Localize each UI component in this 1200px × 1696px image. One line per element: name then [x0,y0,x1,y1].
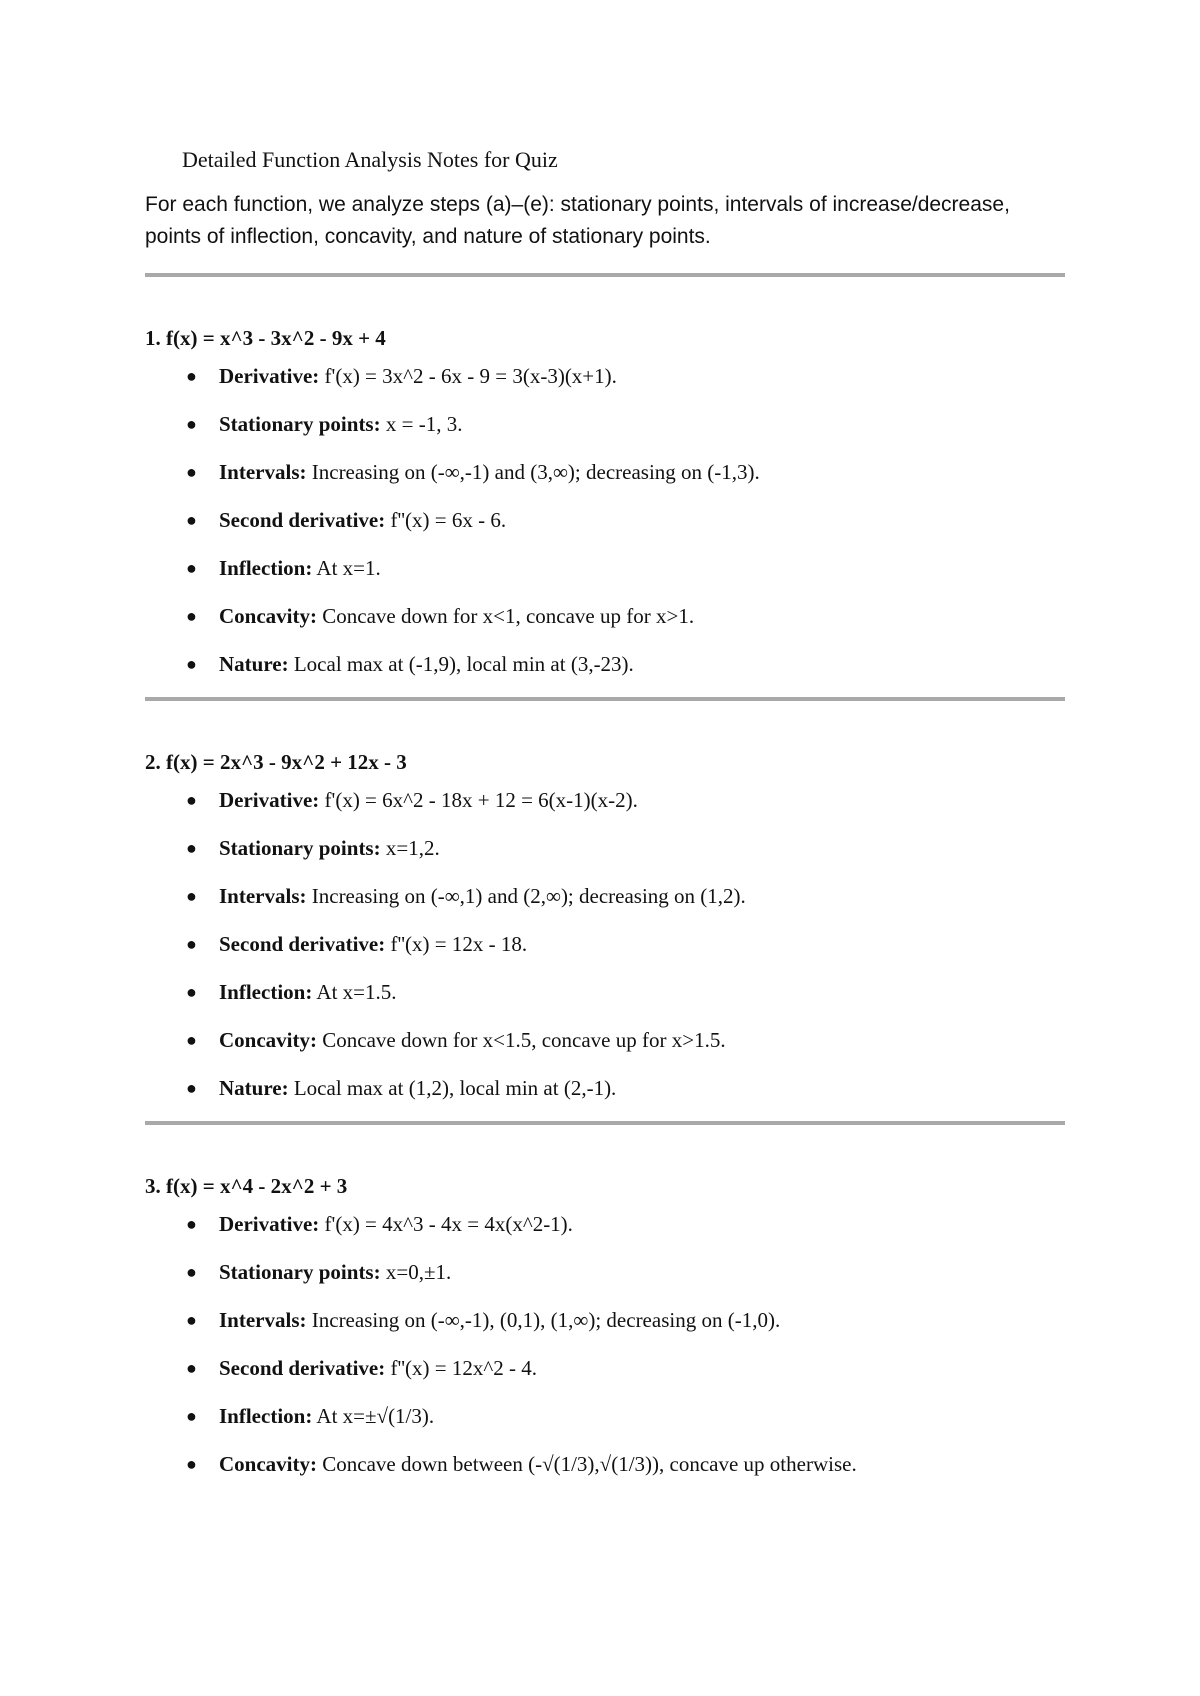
item-label: Second derivative: [219,932,386,956]
section-heading: 3. f(x) = x^4 - 2x^2 + 3 [145,1174,348,1198]
intro-paragraph: For each function, we analyze steps (a)–(e): stationary points, intervals of increase/decrease, points of inflection, concavity, and nature of stationary points. [145,193,1010,248]
item-label: Stationary points: [219,1260,381,1284]
item-label: Nature: [219,652,289,676]
item-label: Second derivative: [219,1356,386,1380]
item-label: Derivative: [219,364,320,388]
bullet-icon: ● [186,1030,197,1050]
list-item-inflection [145,553,1065,583]
list-item-second-derivative [145,1353,1065,1383]
list-item-concavity [145,1449,1065,1479]
list-item-concavity [145,601,1065,631]
item-label: Inflection: [219,556,313,580]
function-section-3 [145,1125,1065,1479]
item-text: x=1,2. [380,836,440,860]
item-text: Increasing on (-∞,-1) and (3,∞); decreasing on (-1,3). [306,460,760,484]
list-item-intervals [145,457,1065,487]
list-item-second-derivative [145,929,1065,959]
document-page [145,143,1065,1497]
item-text: At x=1.5. [312,980,397,1004]
item-text: x=0,±1. [380,1260,452,1284]
item-label: Intervals: [219,884,307,908]
bullet-icon: ● [186,654,197,674]
item-label: Inflection: [219,980,313,1004]
item-text: Concave down for x<1, concave up for x>1. [317,604,695,628]
bullet-icon: ● [186,934,197,954]
bullet-icon: ● [186,366,197,386]
item-text: f''(x) = 12x^2 - 4. [385,1356,537,1380]
bullet-icon: ● [186,1262,197,1282]
item-text: Local max at (1,2), local min at (2,-1). [288,1076,617,1100]
list-item-second-derivative [145,505,1065,535]
list-item-stationary-points [145,1257,1065,1287]
item-label: Stationary points: [219,412,381,436]
list-item-derivative [145,785,1065,815]
bullet-icon: ● [186,1454,197,1474]
bullet-icon: ● [186,558,197,578]
item-text: Increasing on (-∞,-1), (0,1), (1,∞); decreasing on (-1,0). [306,1308,781,1332]
bullet-icon: ● [186,838,197,858]
item-text: f''(x) = 12x - 18. [385,932,528,956]
item-label: Derivative: [219,788,320,812]
bullet-icon: ● [186,982,197,1002]
bullet-icon: ● [186,886,197,906]
item-label: Intervals: [219,1308,307,1332]
item-label: Inflection: [219,1404,313,1428]
list-item-derivative [145,361,1065,391]
list-item-stationary-points [145,409,1065,439]
bullet-icon: ● [186,1358,197,1378]
bullet-list [145,1209,1065,1479]
list-item-inflection [145,1401,1065,1431]
item-label: Derivative: [219,1212,320,1236]
item-text: f'(x) = 4x^3 - 4x = 4x(x^2-1). [319,1212,573,1236]
bullet-icon: ● [186,1310,197,1330]
item-text: f'(x) = 3x^2 - 6x - 9 = 3(x-3)(x+1). [319,364,617,388]
item-label: Second derivative: [219,508,386,532]
item-text: At x=±√(1/3). [312,1404,435,1428]
bullet-icon: ● [186,414,197,434]
item-text: f'(x) = 6x^2 - 18x + 12 = 6(x-1)(x-2). [319,788,638,812]
list-item-intervals [145,881,1065,911]
item-text: f''(x) = 6x - 6. [385,508,507,532]
list-item-nature [145,1073,1065,1103]
section-heading: 1. f(x) = x^3 - 3x^2 - 9x + 4 [145,326,386,350]
item-label: Concavity: [219,1452,317,1476]
list-item-intervals [145,1305,1065,1335]
function-section-1 [145,277,1065,679]
list-item-nature [145,649,1065,679]
bullet-list [145,785,1065,1103]
item-label: Intervals: [219,460,307,484]
list-item-stationary-points [145,833,1065,863]
bullet-icon: ● [186,1214,197,1234]
item-label: Stationary points: [219,836,381,860]
document-title: Detailed Function Analysis Notes for Quiz [182,147,558,172]
bullet-icon: ● [186,1078,197,1098]
item-label: Nature: [219,1076,289,1100]
item-text: Local max at (-1,9), local min at (3,-23). [288,652,634,676]
item-label: Concavity: [219,604,317,628]
item-label: Concavity: [219,1028,317,1052]
bullet-list [145,361,1065,679]
item-text: Concave down between (-√(1/3),√(1/3)), concave up otherwise. [317,1452,857,1476]
item-text: Increasing on (-∞,1) and (2,∞); decreasing on (1,2). [306,884,746,908]
bullet-icon: ● [186,606,197,626]
section-heading: 2. f(x) = 2x^3 - 9x^2 + 12x - 3 [145,750,407,774]
list-item-derivative [145,1209,1065,1239]
bullet-icon: ● [186,510,197,530]
bullet-icon: ● [186,462,197,482]
item-text: Concave down for x<1.5, concave up for x>1.5. [317,1028,726,1052]
bullet-icon: ● [186,790,197,810]
function-section-2 [145,701,1065,1103]
item-text: At x=1. [312,556,381,580]
list-item-concavity [145,1025,1065,1055]
item-text: x = -1, 3. [380,412,463,436]
bullet-icon: ● [186,1406,197,1426]
list-item-inflection [145,977,1065,1007]
